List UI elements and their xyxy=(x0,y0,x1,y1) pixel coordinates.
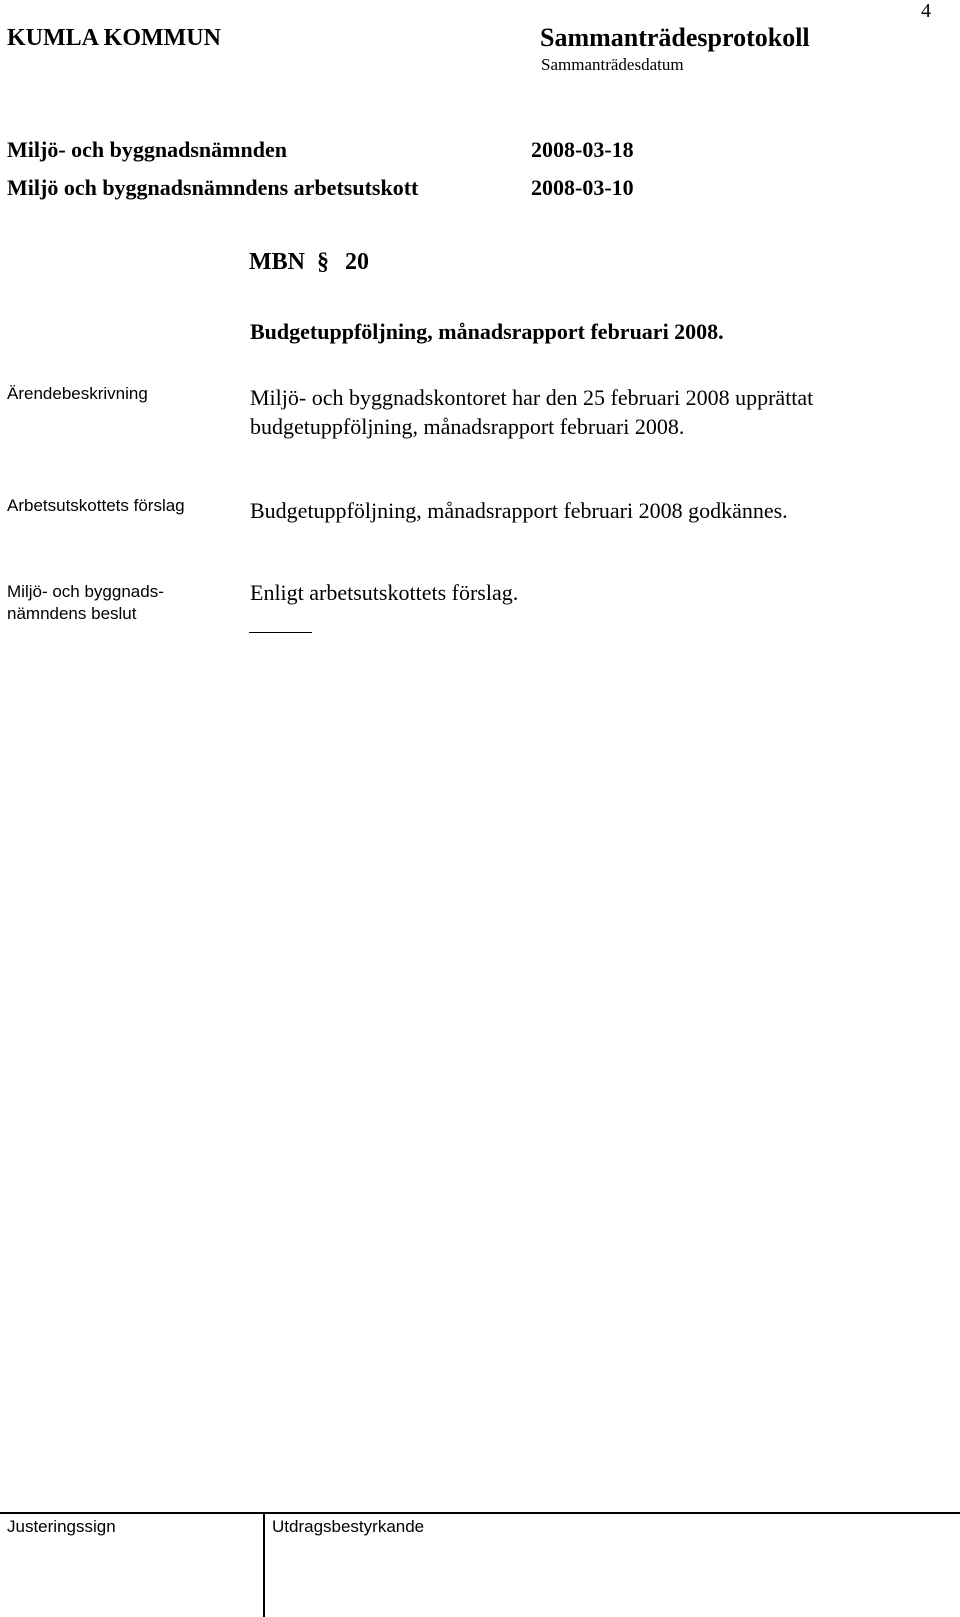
committee-date: 2008-03-18 xyxy=(531,137,634,162)
paragraph-prefix: MBN xyxy=(249,249,305,275)
footer-divider xyxy=(263,1512,265,1617)
committee-name: Miljö och byggnadsnämndens arbetsutskott xyxy=(7,175,419,200)
description-label: Ärendebeskrivning xyxy=(7,384,148,403)
document-title: Sammanträdesprotokoll xyxy=(540,23,810,52)
decision-text: Enligt arbetsutskottets förslag. xyxy=(250,580,519,605)
certification-field-label: Utdragsbestyrkande xyxy=(272,1517,425,1536)
footer-rule xyxy=(0,1512,960,1514)
decision-label-line: nämndens beslut xyxy=(7,604,137,623)
paragraph-number: 20 xyxy=(345,249,369,275)
page-number: 4 xyxy=(921,0,931,22)
paragraph-identifier xyxy=(249,249,369,276)
decision-label xyxy=(7,581,207,625)
end-line xyxy=(249,632,312,633)
signature-field-label: Justeringssign xyxy=(7,1517,116,1536)
description-text: Miljö- och byggnadskontoret har den 25 februari 2008 upprättat budgetuppföljning, månadsrapport februari 2008. xyxy=(250,385,814,439)
proposal-text: Budgetuppföljning, månadsrapport februari 2008 godkännes. xyxy=(250,498,788,523)
decision-label-line: Miljö- och byggnads- xyxy=(7,582,164,601)
committee-date: 2008-03-10 xyxy=(531,175,634,200)
section-symbol: § xyxy=(317,249,329,275)
committee-name: Miljö- och byggnadsnämnden xyxy=(7,137,287,162)
proposal-label: Arbetsutskottets förslag xyxy=(7,496,185,515)
meeting-date-label: Sammanträdesdatum xyxy=(541,55,684,74)
municipality-name: KUMLA KOMMUN xyxy=(7,25,221,51)
item-title: Budgetuppföljning, månadsrapport februari 2008. xyxy=(250,319,724,344)
